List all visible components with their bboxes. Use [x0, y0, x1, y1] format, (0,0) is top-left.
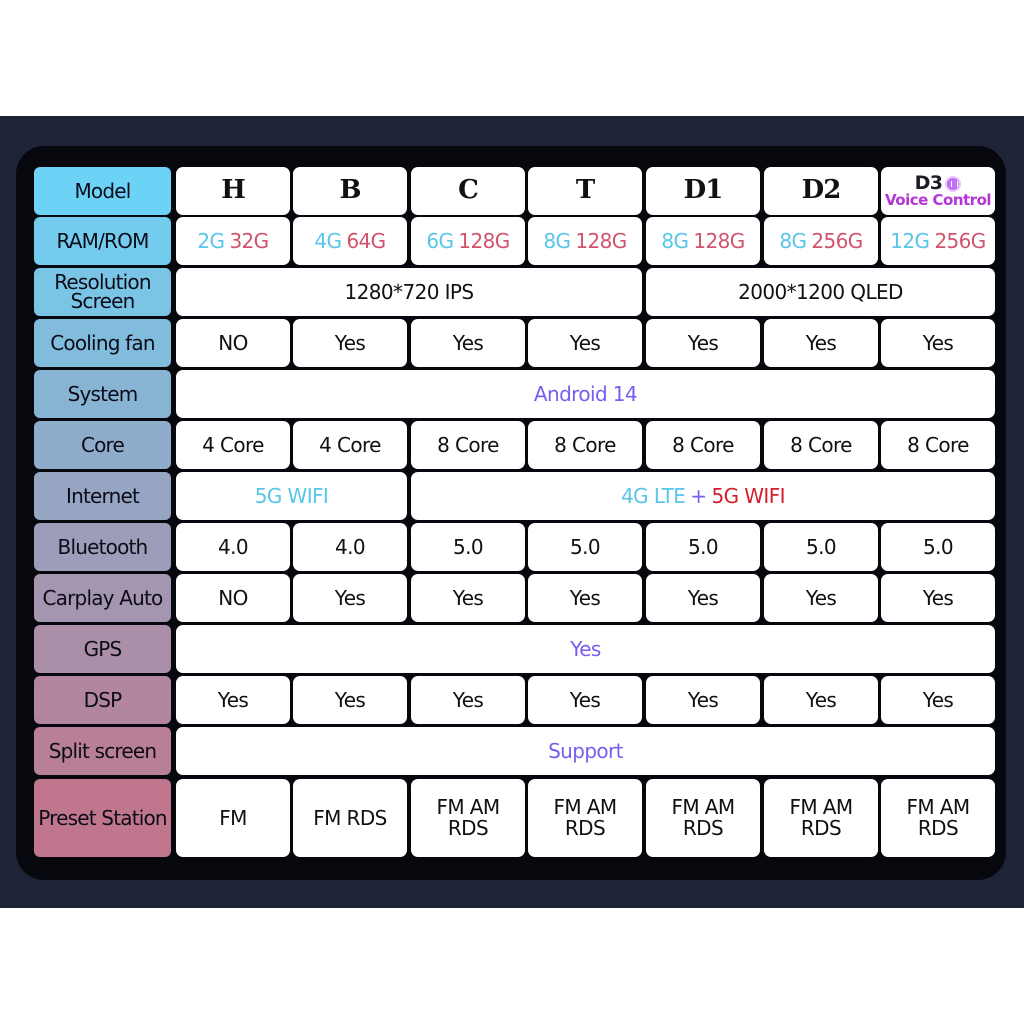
gps-value: Yes — [570, 636, 601, 661]
ram-rom-cell — [528, 217, 642, 265]
cooling-fan-value: Yes — [805, 330, 837, 355]
bluetooth-cell — [411, 523, 525, 571]
preset-line1: FM AM — [789, 795, 853, 819]
dsp-value: Yes — [805, 687, 837, 712]
cooling-fan-cell — [646, 319, 760, 367]
rom-value: 128G — [693, 228, 745, 253]
core-cell — [881, 421, 995, 469]
carplay-auto-value: NO — [218, 585, 248, 610]
bluetooth-cell — [646, 523, 760, 571]
row-label-text-line1: Resolution — [54, 270, 151, 294]
system-cell — [176, 370, 995, 418]
core-cell — [293, 421, 407, 469]
dsp-value: Yes — [334, 687, 366, 712]
core-cell — [176, 421, 290, 469]
internet-wifi-text: 5G WIFI — [254, 483, 329, 508]
cooling-fan-value: Yes — [569, 330, 601, 355]
bluetooth-cell — [528, 523, 642, 571]
dsp-value: Yes — [922, 687, 954, 712]
dsp-value: Yes — [687, 687, 719, 712]
model-cell-h — [176, 167, 290, 215]
dsp-value: Yes — [452, 687, 484, 712]
core-cell — [646, 421, 760, 469]
preset-line2: RDS — [564, 816, 606, 840]
model-cell-b — [293, 167, 407, 215]
model-cell-c — [411, 167, 525, 215]
ram-rom-cell — [176, 217, 290, 265]
ram-value: 8G — [661, 228, 689, 253]
row-label-text: Cooling fan — [50, 330, 155, 355]
dsp-cell — [293, 676, 407, 724]
bluetooth-cell — [764, 523, 878, 571]
carplay-auto-cell — [646, 574, 760, 622]
dsp-cell — [764, 676, 878, 724]
core-value: 4 Core — [202, 432, 264, 457]
carplay-auto-value: Yes — [452, 585, 484, 610]
model-name: D3 — [914, 172, 943, 194]
row-label-text-line2: Screen — [70, 289, 135, 313]
dsp-cell — [176, 676, 290, 724]
cooling-fan-cell — [881, 319, 995, 367]
row-label-text: GPS — [83, 636, 122, 661]
model-name: D2 — [801, 175, 841, 206]
carplay-auto-cell — [528, 574, 642, 622]
core-value: 4 Core — [319, 432, 381, 457]
preset-station-cell — [646, 779, 760, 857]
preset-line2: RDS — [917, 816, 959, 840]
model-cell-d2 — [764, 167, 878, 215]
internet-wifi-cell — [176, 472, 407, 520]
carplay-auto-cell — [881, 574, 995, 622]
ram-rom-cell — [293, 217, 407, 265]
model-cell-d1 — [646, 167, 760, 215]
row-label-text: Bluetooth — [57, 534, 148, 559]
ram-value: 12G — [890, 228, 930, 253]
gps-cell — [176, 625, 995, 673]
ram-rom-cell — [881, 217, 995, 265]
carplay-auto-value: Yes — [569, 585, 601, 610]
row-label-resolution — [34, 268, 171, 316]
row-label-text: Model — [74, 178, 131, 203]
rom-value: 64G — [346, 228, 386, 253]
model-name: B — [339, 175, 361, 206]
rom-value: 128G — [575, 228, 627, 253]
preset-station-cell — [411, 779, 525, 857]
ram-value: 8G — [779, 228, 807, 253]
core-value: 8 Core — [790, 432, 852, 457]
bluetooth-cell — [176, 523, 290, 571]
ram-value: 4G — [314, 228, 342, 253]
voice-wave-icon — [945, 176, 961, 192]
row-label-text: Split screen — [48, 738, 157, 763]
row-label-split — [34, 727, 171, 775]
carplay-auto-cell — [411, 574, 525, 622]
preset-station-cell — [881, 779, 995, 857]
preset-line1: FM — [219, 805, 247, 830]
core-value: 8 Core — [437, 432, 499, 457]
model-cell-t — [528, 167, 642, 215]
cooling-fan-value: Yes — [922, 330, 954, 355]
model-cell-d3 — [881, 167, 995, 215]
resolution-qled-cell — [646, 268, 995, 316]
resolution-ips-text: 1280*720 IPS — [344, 279, 474, 304]
preset-line1: FM RDS — [313, 805, 387, 830]
preset-station-cell — [293, 779, 407, 857]
preset-station-cell — [764, 779, 878, 857]
row-label-core — [34, 421, 171, 469]
carplay-auto-cell — [176, 574, 290, 622]
bluetooth-value: 5.0 — [922, 534, 953, 559]
resolution-ips-cell — [176, 268, 642, 316]
core-value: 8 Core — [672, 432, 734, 457]
cooling-fan-value: Yes — [452, 330, 484, 355]
row-label-text: DSP — [83, 687, 122, 712]
model-name: D1 — [683, 175, 723, 206]
core-cell — [528, 421, 642, 469]
cooling-fan-cell — [411, 319, 525, 367]
bluetooth-cell — [881, 523, 995, 571]
cooling-fan-value: NO — [218, 330, 248, 355]
preset-line2: RDS — [447, 816, 489, 840]
internet-plus-text: + — [690, 483, 707, 508]
dsp-cell — [411, 676, 525, 724]
voice-control-label: Voice Control — [884, 191, 992, 209]
rom-value: 256G — [934, 228, 986, 253]
core-value: 8 Core — [907, 432, 969, 457]
model-name: C — [458, 175, 478, 206]
row-label-internet — [34, 472, 171, 520]
dsp-cell — [881, 676, 995, 724]
rom-value: 128G — [458, 228, 510, 253]
system-value: Android 14 — [533, 381, 638, 406]
carplay-auto-value: Yes — [922, 585, 954, 610]
split-screen-value: Support — [548, 738, 623, 763]
row-label-model — [34, 167, 171, 215]
row-label-text: Preset Station — [38, 805, 167, 830]
row-label-gps — [34, 625, 171, 673]
row-label-system — [34, 370, 171, 418]
model-name: T — [575, 175, 595, 206]
preset-line1: FM AM — [671, 795, 735, 819]
row-label-cooling — [34, 319, 171, 367]
row-label-ram — [34, 217, 171, 265]
row-label-carplay — [34, 574, 171, 622]
carplay-auto-value: Yes — [805, 585, 837, 610]
preset-line1: FM AM — [906, 795, 970, 819]
row-label-text: System — [67, 381, 138, 406]
row-label-text: Internet — [65, 483, 139, 508]
rom-value: 32G — [229, 228, 269, 253]
model-name: H — [221, 175, 245, 206]
carplay-auto-value: Yes — [334, 585, 366, 610]
rom-value: 256G — [811, 228, 863, 253]
bluetooth-value: 5.0 — [687, 534, 718, 559]
ram-value: 2G — [197, 228, 225, 253]
bluetooth-value: 4.0 — [334, 534, 365, 559]
carplay-auto-value: Yes — [687, 585, 719, 610]
core-cell — [411, 421, 525, 469]
cooling-fan-cell — [764, 319, 878, 367]
internet-lte-text: 4G LTE — [621, 483, 686, 508]
preset-line1: FM AM — [436, 795, 500, 819]
resolution-qled-text: 2000*1200 QLED — [738, 279, 903, 304]
row-label-text: Core — [80, 432, 125, 457]
bluetooth-value: 5.0 — [569, 534, 600, 559]
bluetooth-value: 5.0 — [452, 534, 483, 559]
internet-5g-wifi-text: 5G WIFI — [711, 483, 785, 508]
cooling-fan-value: Yes — [687, 330, 719, 355]
split-screen-cell — [176, 727, 995, 775]
cooling-fan-cell — [528, 319, 642, 367]
row-label-preset — [34, 779, 171, 857]
bluetooth-cell — [293, 523, 407, 571]
preset-station-cell — [528, 779, 642, 857]
carplay-auto-cell — [293, 574, 407, 622]
preset-line2: RDS — [800, 816, 842, 840]
bluetooth-value: 4.0 — [217, 534, 248, 559]
bluetooth-value: 5.0 — [805, 534, 836, 559]
dsp-cell — [646, 676, 760, 724]
dsp-value: Yes — [217, 687, 249, 712]
row-label-dsp — [34, 676, 171, 724]
ram-rom-cell — [411, 217, 525, 265]
core-value: 8 Core — [554, 432, 616, 457]
internet-lte-cell — [411, 472, 995, 520]
cooling-fan-cell — [176, 319, 290, 367]
row-label-text: Carplay Auto — [42, 585, 163, 610]
ram-rom-cell — [764, 217, 878, 265]
row-label-bluetooth — [34, 523, 171, 571]
dsp-cell — [528, 676, 642, 724]
row-label-text: RAM/ROM — [56, 228, 149, 253]
preset-line1: FM AM — [553, 795, 617, 819]
carplay-auto-cell — [764, 574, 878, 622]
dsp-value: Yes — [569, 687, 601, 712]
ram-value: 6G — [426, 228, 454, 253]
cooling-fan-value: Yes — [334, 330, 366, 355]
cooling-fan-cell — [293, 319, 407, 367]
ram-value: 8G — [543, 228, 571, 253]
core-cell — [764, 421, 878, 469]
ram-rom-cell — [646, 217, 760, 265]
preset-station-cell — [176, 779, 290, 857]
preset-line2: RDS — [682, 816, 724, 840]
